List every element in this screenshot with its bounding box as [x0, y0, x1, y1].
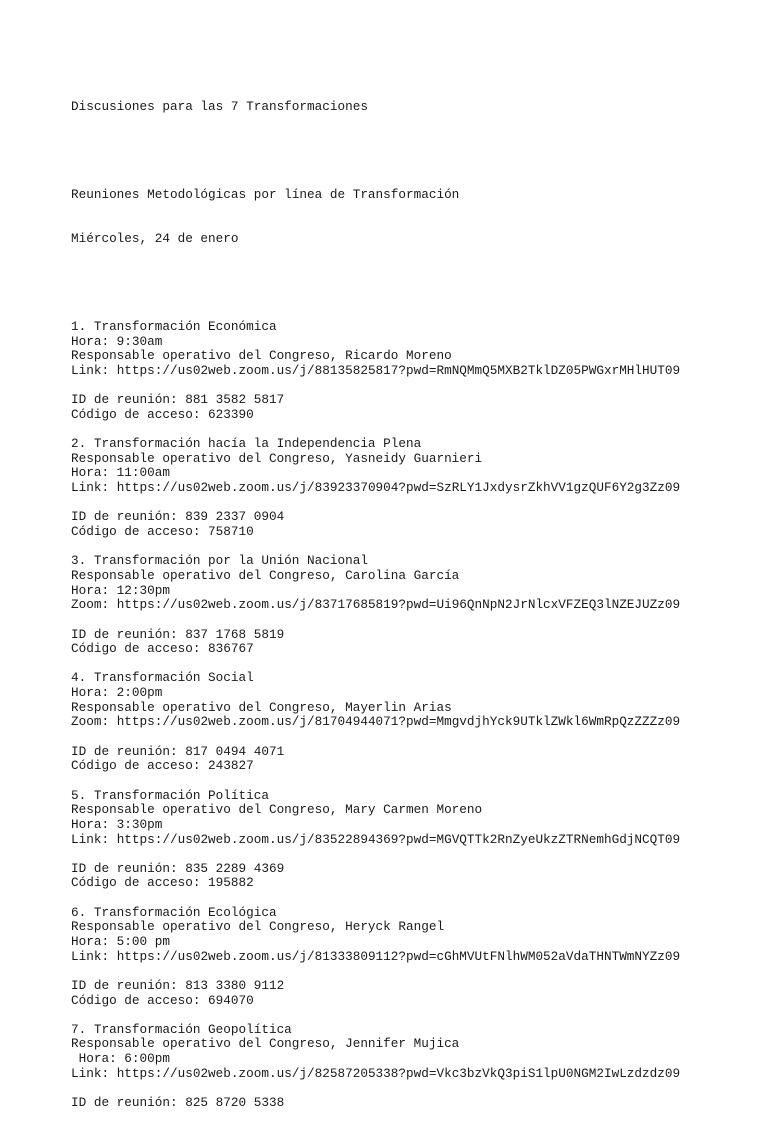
access-code: Código de acceso: 758710: [71, 524, 254, 540]
meeting-responsible: Responsable operativo del Congreso, Mayerlin Arias: [71, 699, 452, 715]
blank-line: [71, 847, 761, 862]
meeting-heading: 2. Transformación hacía la Independencia Plena: [71, 436, 422, 452]
meeting-id: ID de reunión: 839 2337 0904: [71, 509, 285, 525]
meeting-section-7: [71, 1023, 761, 1111]
meeting-heading: 4. Transformación Social: [71, 670, 254, 686]
meeting-time: Hora: 2:00pm: [71, 685, 163, 701]
meeting-link-line: [71, 1067, 761, 1082]
meeting-id: ID de reunión: 837 1768 5819: [71, 626, 285, 642]
zoom-meeting-link[interactable]: https://us02web.zoom.us/j/88135825817?pwd=RmNQMmQ5MXB2TklDZ05PWGxrMHlHUT09: [116, 363, 681, 378]
meeting-link-line: [71, 481, 761, 496]
meeting-section-1: [71, 320, 761, 437]
link-prefix: Zoom:: [71, 597, 117, 613]
meeting-heading: 6. Transformación Ecológica: [71, 904, 277, 920]
blank-line: [71, 276, 761, 291]
blank-line: [71, 774, 761, 789]
meeting-time: Hora: 11:00am: [71, 465, 170, 481]
link-prefix: Link:: [71, 1065, 117, 1081]
meeting-link-line: [71, 950, 761, 965]
meeting-time: Hora: 9:30am: [71, 333, 163, 349]
meeting-time: Hora: 5:00 pm: [71, 933, 170, 949]
link-prefix: Zoom:: [71, 714, 117, 730]
meeting-section-4: [71, 671, 761, 788]
meeting-time: Hora: 12:30pm: [71, 582, 170, 598]
meeting-section-3: [71, 554, 761, 671]
access-code: Código de acceso: 243827: [71, 758, 254, 774]
meeting-responsible: Responsable operativo del Congreso, Jennifer Mujica: [71, 1036, 460, 1052]
zoom-meeting-link[interactable]: https://us02web.zoom.us/j/83717685819?pwd=Ui96QnNpN2JrNlcxVFZEQ3lNZEJUZz09: [116, 597, 681, 613]
blank-line: [71, 496, 761, 511]
zoom-meeting-link[interactable]: https://us02web.zoom.us/j/83923370904?pwd=SzRLY1JxdysrZkhVV1gzQUF6Y2g3Zz09: [116, 480, 681, 496]
blank-line: [71, 730, 761, 745]
meeting-section-5: [71, 789, 761, 906]
link-prefix: Link:: [71, 363, 117, 378]
blank-line: [71, 540, 761, 555]
meeting-link-line: [71, 833, 761, 848]
meeting-section-6: [71, 906, 761, 1023]
link-prefix: Link:: [71, 831, 117, 847]
blank-line: [71, 613, 761, 628]
meeting-link-line: [71, 364, 761, 379]
meeting-heading: 5. Transformación Política: [71, 787, 269, 803]
meeting-responsible: Responsable operativo del Congreso, Yasneidy Guarnieri: [71, 450, 483, 466]
meeting-id: ID de reunión: 825 8720 5338: [71, 1095, 285, 1111]
link-prefix: Link:: [71, 480, 117, 496]
meeting-id: ID de reunión: 813 3380 9112: [71, 977, 285, 993]
meeting-responsible: Responsable operativo del Congreso, Mary Carmen Moreno: [71, 802, 483, 818]
meeting-responsible: Responsable operativo del Congreso, Ricardo Moreno: [71, 348, 452, 364]
access-code: Código de acceso: 195882: [71, 875, 254, 891]
blank-line: [71, 144, 761, 159]
meeting-time: Hora: 6:00pm: [71, 1051, 170, 1067]
link-prefix: Link:: [71, 948, 117, 964]
access-code: Código de acceso: 836767: [71, 641, 254, 657]
blank-line: [71, 1008, 761, 1023]
meeting-heading: 3. Transformación por la Unión Nacional: [71, 553, 368, 569]
meeting-link-line: [71, 715, 761, 730]
access-code: Código de acceso: 623390: [71, 406, 254, 422]
meeting-section-2: [71, 437, 761, 554]
meeting-time: Hora: 3:30pm: [71, 816, 163, 832]
meeting-id: ID de reunión: 835 2289 4369: [71, 860, 285, 876]
zoom-meeting-link[interactable]: https://us02web.zoom.us/j/82587205338?pwd=Vkc3bzVkQ3piS1lpU0NGM2IwLzdzdz09: [116, 1065, 681, 1081]
document-title: Discusiones para las 7 Transformaciones: [71, 99, 368, 115]
blank-line: [71, 379, 761, 394]
zoom-meeting-link[interactable]: https://us02web.zoom.us/j/81704944071?pwd=MmgvdjhYck9UTklZWkl6WmRpQzZZZz09: [116, 714, 681, 730]
meeting-responsible: Responsable operativo del Congreso, Carolina García: [71, 567, 460, 583]
meeting-responsible: Responsable operativo del Congreso, Heryck Rangel: [71, 919, 445, 935]
blank-line: [71, 423, 761, 438]
access-code: Código de acceso: 694070: [71, 992, 254, 1008]
meeting-id: ID de reunión: 881 3582 5817: [71, 392, 285, 408]
blank-line: [71, 657, 761, 672]
blank-line: [71, 964, 761, 979]
zoom-meeting-link[interactable]: https://us02web.zoom.us/j/83522894369?pwd=MGVQTTk2RnZyeUkzZTRNemhGdjNCQT09: [116, 831, 681, 847]
meetings-list: [71, 320, 761, 1111]
document-date: Miércoles, 24 de enero: [71, 231, 239, 247]
document-subtitle: Reuniones Metodológicas por línea de Transformación: [71, 187, 460, 203]
document-body: [71, 71, 761, 1125]
blank-line: [71, 891, 761, 906]
meeting-id: ID de reunión: 817 0494 4071: [71, 743, 285, 759]
meeting-link-line: [71, 598, 761, 613]
blank-line: [71, 1081, 761, 1096]
meeting-heading: 1. Transformación Económica: [71, 319, 277, 335]
meeting-heading: 7. Transformación Geopolítica: [71, 1021, 292, 1037]
zoom-meeting-link[interactable]: https://us02web.zoom.us/j/81333809112?pwd=cGhMVUtFNlhWM052aVdaTHNTWmNYZz09: [116, 948, 681, 964]
